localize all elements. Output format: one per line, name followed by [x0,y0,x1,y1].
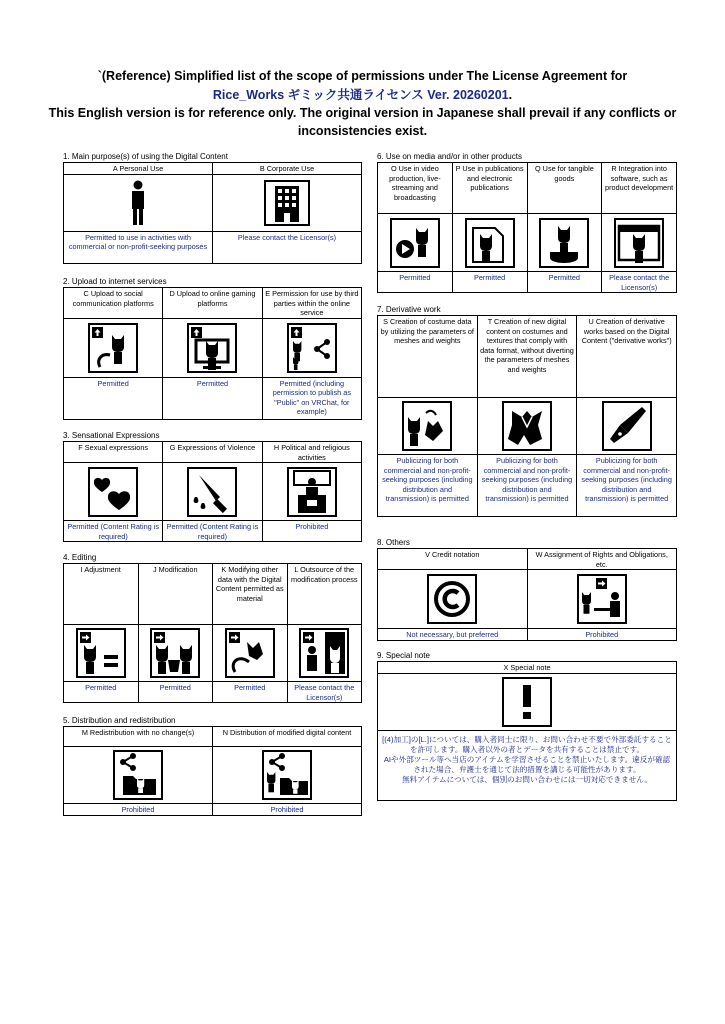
section-special-note [377,651,677,801]
section-upload [63,277,362,420]
podium-speaker-icon [263,463,361,520]
status-V: Not necessary, but preferred [406,630,499,639]
special-note-paragraph-1: [(4)加工]の[L.]については、購入者同士に限り、お問い合わせ不要で外部委託することを許可します。購入者以外の者とデータを共有することは禁止です。 [382,734,672,754]
special-note-paragraph-3: 無料アイテムについては、個別のお問い合わせには一切対応できません。 [402,775,652,785]
label-S: S Creation of costume data by utilizing the parameters of meshes and weights [380,317,474,345]
status-U: Publicizing for both commercial and non-profit-seeking purposes (including distribution and transmission) is permitted [581,456,672,503]
label-L: L Outsource of the modification process [290,565,358,584]
social-upload-cat-icon [64,319,162,377]
label-D: D Upload to online gaming platforms [169,289,256,308]
status-S: Publicizing for both commercial and non-profit-seeking purposes (including distribution and transmission) is permitted [382,456,473,503]
header-line-4: inconsistencies exist. [297,124,428,138]
status-Q: Permitted [548,273,580,282]
status-H: Prohibited [295,522,329,531]
label-H: H Political and religious activities [273,443,350,462]
label-T: T Creation of new digital content on costumes and textures that comply with data format, without diverting the parameters of meshes and weights [480,317,574,374]
label-P: P Use in publications and electronic publications [455,164,524,192]
label-V: V Credit notation [425,550,480,559]
label-N: N Distribution of modified digital content [222,728,352,737]
label-A: A Personal Use [112,164,164,173]
pen-nib-icon [577,398,676,454]
label-Q: Q Use for tangible goods [534,164,594,183]
adjust-equals-icon [64,625,138,681]
status-J: Permitted [159,683,191,692]
section-title: 7. Derivative work [377,305,441,314]
status-M: Prohibited [121,805,155,814]
status-C: Permitted [97,378,129,388]
label-C: C Upload to social communication platforms [72,289,154,308]
modify-cats-icon [139,625,213,681]
goods-cat-icon [528,214,602,271]
status-L: Please contact the Licensor(s) [294,683,355,702]
software-window-cat-icon [602,214,676,271]
section-title: 3. Sensational Expressions [63,431,160,440]
section-title: 6. Use on media and/or in other products [377,152,522,161]
label-M: M Redistribution with no change(s) [81,728,195,737]
label-I: I Adjustment [80,565,121,574]
section-title: 5. Distribution and redistribution [63,716,176,725]
merge-material-icon [213,625,287,681]
label-U: U Creation of derivative works based on the Digital Content ("derivative works") [581,317,672,345]
section-distribution [63,716,362,816]
status-A: Permitted to use in activities with commercial or non-profit-seeking purposes [68,232,208,251]
status-G: Permitted (Content Rating is required) [166,522,259,541]
label-O: O Use in video production, live-streaming and broadcasting [389,164,441,202]
header-dot: . [508,88,513,102]
header-line-2 [0,86,725,105]
label-B: B Corporate Use [259,164,315,173]
person-icon [64,175,212,231]
status-O: Permitted [399,273,431,282]
status-K: Permitted [234,683,266,692]
section-title: 8. Others [377,538,410,547]
status-T: Publicizing for both commercial and non-profit-seeking purposes (including distribution and transmission) is permitted [481,456,573,503]
special-note-paragraph-2: AIや外部ツール等へ当店のアイテムを学習させることを禁止いたします。違反が確認された場合、弁護士を通じて法的措置を講じる可能性があります。 [383,754,671,775]
status-E: Permitted (including permission to publish as "Public" on VRChat, for example) [272,378,351,416]
status-R: Please contact the Licensor(s) [609,273,670,292]
exclamation-icon [378,674,676,730]
copyright-icon [378,570,527,628]
section-title: 1. Main purpose(s) of using the Digital Content [63,152,228,161]
label-J: J Modification [152,565,198,574]
status-B: Please contact the Licensor(s) [237,232,337,242]
assignment-icon [528,570,677,628]
header-product-name: Rice_Works ギミック共通ライセンス Ver. 20260201 [212,88,509,102]
header-line-1: `(Reference) Simplified list of the scope of permissions under The License Agreement for [97,69,628,83]
costume-icon [478,398,577,454]
section-title: 9. Special note [377,651,430,660]
label-W: W Assignment of Rights and Obligations, etc. [535,550,668,569]
section-media [377,152,677,293]
share-modified-folder-icon [213,747,361,803]
status-W: Prohibited [585,630,619,639]
status-I: Permitted [85,683,117,692]
status-N: Prohibited [270,805,304,814]
status-F: Permitted (Content Rating is required) [67,522,159,541]
share-folder-icon [64,747,212,803]
outsource-icon [288,625,362,681]
knife-blood-icon [163,463,261,520]
office-building-icon [213,175,361,231]
video-play-cat-icon [378,214,452,271]
section-main-purpose [63,152,362,264]
game-upload-monitor-icon [163,319,261,377]
third-party-share-icon [263,319,361,377]
label-K: K Modifying other data with the Digital Content permitted as material [215,565,284,603]
label-F: F Sexual expressions [78,443,149,452]
hearts-icon [64,463,162,520]
section-title: 4. Editing [63,553,97,562]
label-G: G Expressions of Violence [169,443,256,452]
label-E: E Permission for use by third parties within the online service [265,289,359,317]
label-X: X Special note [503,663,551,672]
section-title: 2. Upload to internet services [63,277,167,286]
section-sensational [63,431,362,542]
special-note-text [378,731,676,786]
header-line-3: This English version is for reference only. The original version in Japanese shall prevail if any conflicts or [48,106,677,120]
label-R: R Integration into software, such as product development [605,164,674,192]
section-derivative [377,305,677,517]
status-P: Permitted [474,273,506,282]
publication-cat-icon [453,214,527,271]
cat-costume-icon [378,398,477,454]
section-editing [63,553,362,703]
status-D: Permitted [196,378,229,388]
section-others [377,538,677,641]
